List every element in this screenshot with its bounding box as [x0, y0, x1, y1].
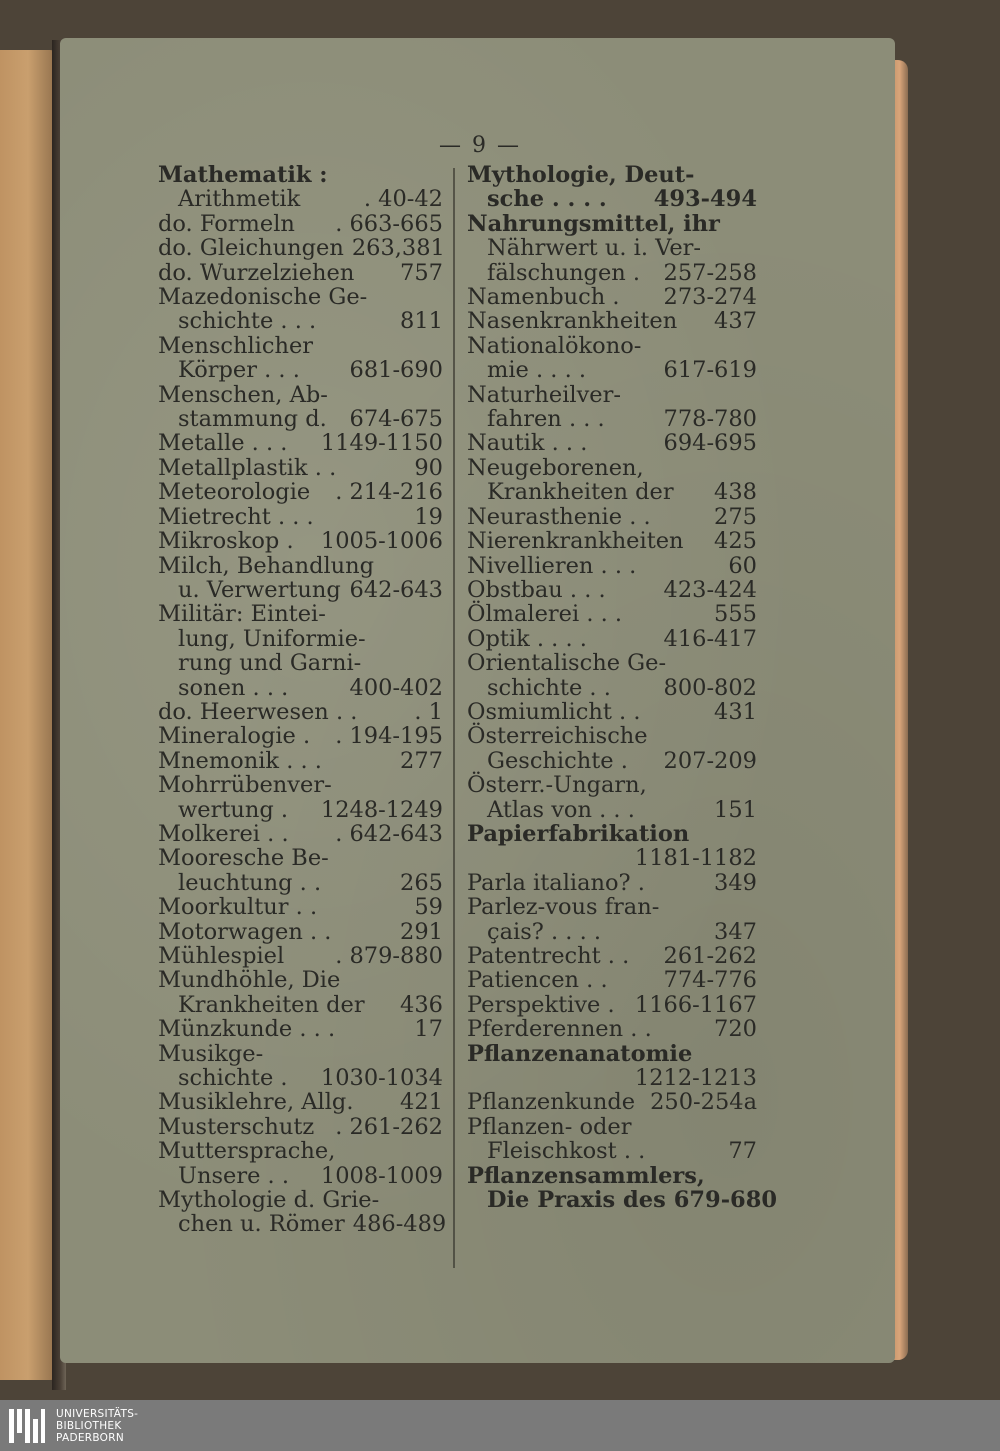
entry-pages: 681-690 — [349, 357, 443, 384]
entry-term: Nährwert u. i. Ver- — [487, 235, 702, 262]
index-entry — [467, 407, 757, 431]
entry-pages: 431 — [714, 698, 757, 725]
index-entry — [158, 1017, 443, 1041]
entry-term: fälschungen . — [487, 259, 641, 286]
index-entry — [467, 334, 757, 358]
entry-term: chen u. Römer — [178, 1211, 345, 1238]
entry-term: Österreichische — [467, 723, 648, 750]
index-entry — [467, 163, 757, 187]
entry-pages: 438 — [714, 479, 757, 506]
entry-pages: 273-274 — [663, 284, 757, 311]
entry-term: Patiencen . . — [467, 967, 608, 994]
index-entry — [158, 309, 443, 333]
index-entry — [467, 285, 757, 309]
entry-pages: 1166-1167 — [634, 991, 757, 1018]
entry-term: Mineralogie . — [158, 723, 311, 750]
index-entry — [467, 236, 757, 260]
entry-term: Nasenkrankheiten — [467, 308, 678, 335]
entry-pages: . 879-880 — [335, 943, 443, 969]
index-entry — [158, 261, 443, 285]
entry-term: Pflanzenkunde — [467, 1089, 636, 1116]
entry-pages: . 663-665 — [335, 210, 443, 237]
page-number: — 9 — — [439, 133, 521, 158]
entry-term: Pflanzenanatomie — [467, 1040, 693, 1067]
entry-pages: 263,381 — [351, 235, 445, 262]
entry-pages: 416-417 — [663, 625, 757, 652]
entry-pages: 291 — [400, 918, 443, 945]
index-entry — [158, 1115, 443, 1139]
index-entry — [467, 920, 757, 944]
index-entry — [467, 846, 757, 870]
index-entry — [158, 773, 443, 797]
index-entry — [158, 846, 443, 870]
index-entry — [467, 505, 757, 529]
entry-term: Pflanzensammlers, — [467, 1162, 705, 1189]
entry-pages: 347 — [714, 918, 757, 945]
index-entry — [467, 895, 757, 919]
entry-pages: 423-424 — [663, 576, 757, 603]
index-entry — [158, 895, 443, 919]
entry-term: Moorkultur . . — [158, 894, 318, 921]
index-entry — [467, 651, 757, 675]
entry-pages: 1181-1182 — [634, 845, 757, 872]
index-entry — [158, 1211, 447, 1238]
entry-term: Optik . . . . — [467, 625, 587, 652]
index-entry — [158, 383, 443, 407]
index-entry — [158, 993, 443, 1017]
entry-term: Mühlespiel — [158, 943, 285, 969]
entry-term: Mythologie d. Grie- — [158, 1187, 380, 1214]
entry-term: schichte . — [178, 1065, 288, 1092]
index-entry — [158, 578, 443, 602]
entry-pages: 1149-1150 — [320, 430, 443, 457]
index-entry — [467, 212, 757, 236]
entry-pages: 811 — [400, 308, 443, 335]
entry-pages: 257-258 — [663, 259, 757, 286]
index-entry — [158, 968, 443, 992]
entry-term: Unsere . . — [178, 1162, 289, 1189]
entry-term: Militär: Eintei- — [158, 601, 326, 628]
entry-pages: 151 — [714, 796, 757, 823]
entry-term: Musiklehre, Allg. — [158, 1089, 354, 1116]
entry-term: Mohrrübenver- — [158, 772, 332, 799]
entry-pages: 19 — [414, 503, 443, 530]
index-entry — [467, 1017, 757, 1041]
entry-term: Arithmetik — [178, 186, 301, 213]
entry-term: Papierfabrikation — [467, 820, 690, 847]
entry-pages: 60 — [728, 552, 757, 579]
entry-pages: 1030-1034 — [320, 1065, 443, 1092]
entry-pages: 250-254a — [650, 1089, 757, 1116]
index-entry — [158, 700, 443, 724]
entry-term: Neurasthenie . . — [467, 503, 651, 530]
index-entry — [467, 1187, 778, 1214]
index-entry — [158, 1139, 443, 1163]
index-column-right — [467, 162, 778, 1214]
index-entry — [467, 1164, 757, 1188]
entry-pages: 425 — [714, 528, 757, 555]
index-entry — [467, 358, 757, 382]
index-entry — [158, 651, 443, 675]
entry-term: u. Verwertung — [178, 576, 341, 603]
entry-term: Nivellieren . . . — [467, 552, 637, 579]
index-entry — [467, 1066, 757, 1090]
entry-pages: 642-643 — [349, 576, 443, 603]
index-entry — [158, 798, 443, 822]
column-divider — [453, 168, 455, 1268]
index-entry — [158, 724, 443, 748]
entry-pages: . 1 — [414, 698, 443, 725]
entry-term: Mazedonische Ge- — [158, 284, 368, 311]
index-entry — [158, 236, 443, 260]
entry-pages: 90 — [414, 454, 443, 481]
index-entry — [467, 383, 757, 407]
entry-pages: 261-262 — [663, 943, 757, 969]
entry-pages: 1005-1006 — [320, 528, 443, 555]
entry-term: Meteorologie — [158, 479, 311, 506]
entry-term: rung und Garni- — [178, 650, 362, 677]
entry-term: fahren . . . — [487, 406, 605, 433]
entry-term: çais? . . . . — [487, 918, 602, 945]
entry-term: Molkerei . . — [158, 820, 289, 847]
entry-term: lung, Uniformie- — [178, 625, 366, 652]
index-entry — [467, 822, 757, 846]
index-entry — [158, 212, 443, 236]
entry-pages: . 642-643 — [335, 820, 443, 847]
index-entry — [158, 822, 443, 846]
entry-term: Musterschutz — [158, 1113, 315, 1140]
entry-term: Metalle . . . — [158, 430, 288, 457]
footer-line-3: PADERBORN — [56, 1431, 124, 1444]
index-entry — [158, 505, 443, 529]
entry-term: Parla italiano? . — [467, 869, 645, 896]
entry-term: do. Formeln — [158, 210, 295, 237]
entry-term: Motorwagen . . — [158, 918, 332, 945]
entry-term: Obstbau . . . — [467, 576, 606, 603]
entry-pages: 486-489 — [352, 1211, 447, 1238]
entry-term: schichte . . — [487, 674, 611, 701]
entry-term: mie . . . . — [487, 357, 587, 384]
index-entry — [158, 529, 443, 553]
entry-term: wertung . — [178, 796, 289, 823]
entry-pages: 674-675 — [349, 406, 443, 433]
index-entry — [467, 1115, 757, 1139]
index-entry — [467, 602, 757, 626]
index-entry — [467, 1139, 757, 1163]
entry-pages: . 261-262 — [335, 1113, 443, 1140]
index-entry — [467, 749, 757, 773]
index-entry — [158, 163, 443, 187]
entry-pages: 694-695 — [663, 430, 757, 457]
entry-term: stammung d. — [178, 406, 327, 433]
entry-term: do. Heerwesen . . — [158, 698, 358, 725]
entry-term: Osmiumlicht . . — [467, 698, 641, 725]
entry-term: Die Praxis des — [487, 1187, 666, 1214]
entry-pages: 774-776 — [663, 967, 757, 994]
index-entry — [158, 358, 443, 382]
index-entry — [467, 456, 757, 480]
entry-term: Körper . . . — [178, 357, 300, 384]
entry-term: Atlas von . . . — [487, 796, 635, 823]
entry-term: Perspektive . — [467, 991, 615, 1018]
index-entry — [158, 920, 443, 944]
entry-term: Pflanzen- oder — [467, 1113, 632, 1140]
index-entry — [467, 554, 757, 578]
index-entry — [158, 602, 443, 626]
library-logo[interactable] — [6, 1405, 138, 1447]
index-entry — [467, 773, 757, 797]
index-entry — [158, 749, 443, 773]
entry-pages: 277 — [400, 747, 443, 774]
entry-term: sche . . . . — [487, 186, 607, 213]
entry-term: leuchtung . . — [178, 869, 322, 896]
index-column-left — [158, 162, 447, 1238]
index-entry — [467, 627, 757, 651]
index-entry — [467, 187, 757, 211]
entry-pages: 265 — [400, 869, 443, 896]
index-entry — [158, 944, 443, 968]
entry-term: Muttersprache, — [158, 1138, 336, 1165]
entry-term: Menschen, Ab- — [158, 381, 328, 408]
index-entry — [467, 993, 757, 1017]
entry-term: Nationalökono- — [467, 332, 642, 359]
left-page-edge — [0, 50, 60, 1380]
index-entry — [467, 724, 757, 748]
entry-term: Parlez-vous fran- — [467, 894, 660, 921]
entry-term: Pferderennen . . — [467, 1016, 652, 1043]
index-entry — [467, 944, 757, 968]
index-entry — [158, 456, 443, 480]
footer-line-2: BIBLIOTHEK — [56, 1419, 122, 1432]
entry-term: do. Gleichungen — [158, 235, 344, 262]
entry-term: Ölmalerei . . . — [467, 601, 623, 628]
index-entry — [467, 480, 757, 504]
entry-pages: 800-802 — [663, 674, 757, 701]
index-entry — [158, 1188, 443, 1212]
entry-term: Namenbuch . — [467, 284, 620, 311]
index-entry — [467, 968, 757, 992]
index-entry — [158, 1164, 443, 1188]
entry-term: Menschlicher — [158, 332, 314, 359]
entry-term: Mikroskop . — [158, 528, 294, 555]
index-entry — [467, 261, 757, 285]
entry-term: Nautik . . . — [467, 430, 588, 457]
entry-pages: 421 — [400, 1089, 443, 1116]
index-entry — [467, 431, 757, 455]
entry-term: do. Wurzelziehen — [158, 259, 355, 286]
index-entry — [467, 676, 757, 700]
entry-pages: . 40-42 — [363, 186, 443, 213]
entry-pages: 400-402 — [349, 674, 443, 701]
index-entry — [158, 871, 443, 895]
entry-pages: 493-494 — [653, 186, 757, 213]
entry-term: Nierenkrankheiten — [467, 528, 684, 555]
entry-term: Neugeborenen, — [467, 454, 644, 481]
index-entry — [158, 187, 443, 211]
entry-pages: 679-680 — [673, 1187, 778, 1214]
index-entry — [158, 627, 443, 651]
book-page — [60, 38, 895, 1363]
entry-pages: 77 — [728, 1138, 757, 1165]
index-entry — [158, 1042, 443, 1066]
entry-pages: . 214-216 — [335, 479, 443, 506]
index-entry — [467, 578, 757, 602]
index-entry — [158, 1090, 443, 1114]
entry-pages: 617-619 — [663, 357, 757, 384]
entry-term: Orientalische Ge- — [467, 650, 667, 677]
entry-pages: 757 — [400, 259, 443, 286]
entry-pages: 349 — [714, 869, 757, 896]
entry-pages: 1248-1249 — [320, 796, 443, 823]
entry-term: Krankheiten der — [178, 991, 365, 1018]
index-entry — [467, 1042, 757, 1066]
entry-pages: 555 — [714, 601, 757, 628]
entry-pages: 778-780 — [663, 406, 757, 433]
index-entry — [158, 334, 443, 358]
entry-pages: 436 — [400, 991, 443, 1018]
entry-pages: 1212-1213 — [634, 1065, 757, 1092]
index-entry — [467, 871, 757, 895]
entry-pages: 17 — [414, 1016, 443, 1043]
entry-term: Musikge- — [158, 1040, 264, 1067]
entry-term: Milch, Behandlung — [158, 552, 375, 579]
index-entry — [158, 480, 443, 504]
entry-pages: 275 — [714, 503, 757, 530]
entry-term: Mietrecht . . . — [158, 503, 314, 530]
entry-pages: 59 — [414, 894, 443, 921]
entry-pages: . 194-195 — [335, 723, 443, 750]
entry-term: Fleischkost . . — [487, 1138, 646, 1165]
entry-pages: 720 — [714, 1016, 757, 1043]
index-entry — [158, 407, 443, 431]
index-entry — [467, 798, 757, 822]
entry-term: schichte . . . — [178, 308, 317, 335]
entry-pages: 1008-1009 — [320, 1162, 443, 1189]
entry-pages: 207-209 — [663, 747, 757, 774]
index-entry — [467, 1090, 757, 1114]
entry-term: Österr.-Ungarn, — [467, 772, 647, 799]
footer-line-1: UNIVERSITÄTS- — [56, 1407, 139, 1420]
index-entry — [467, 529, 757, 553]
entry-term: Nahrungsmittel, ihr — [467, 210, 720, 237]
entry-term: Münzkunde . . . — [158, 1016, 336, 1043]
index-entry — [158, 1066, 443, 1090]
entry-term: Mnemonik . . . — [158, 747, 322, 774]
entry-term: Mundhöhle, Die — [158, 967, 341, 994]
index-entry — [158, 676, 443, 700]
entry-term: Geschichte . — [487, 747, 628, 774]
index-entry — [158, 285, 443, 309]
index-entry — [467, 700, 757, 724]
entry-term: Naturheilver- — [467, 381, 621, 408]
entry-term: Patentrecht . . — [467, 943, 630, 969]
entry-term: Mooresche Be- — [158, 845, 329, 872]
index-entry — [158, 431, 443, 455]
library-footer-bar — [0, 1400, 1000, 1451]
index-entry — [158, 554, 443, 578]
entry-pages: 437 — [714, 308, 757, 335]
entry-term: Mathematik : — [158, 162, 328, 188]
entry-term: Krankheiten der — [487, 479, 674, 506]
entry-term: sonen . . . — [178, 674, 289, 701]
entry-term: Metallplastik . . — [158, 454, 337, 481]
ub-paderborn-logo-icon — [6, 1405, 48, 1447]
entry-term: Mythologie, Deut- — [467, 162, 695, 188]
index-entry — [467, 309, 757, 333]
